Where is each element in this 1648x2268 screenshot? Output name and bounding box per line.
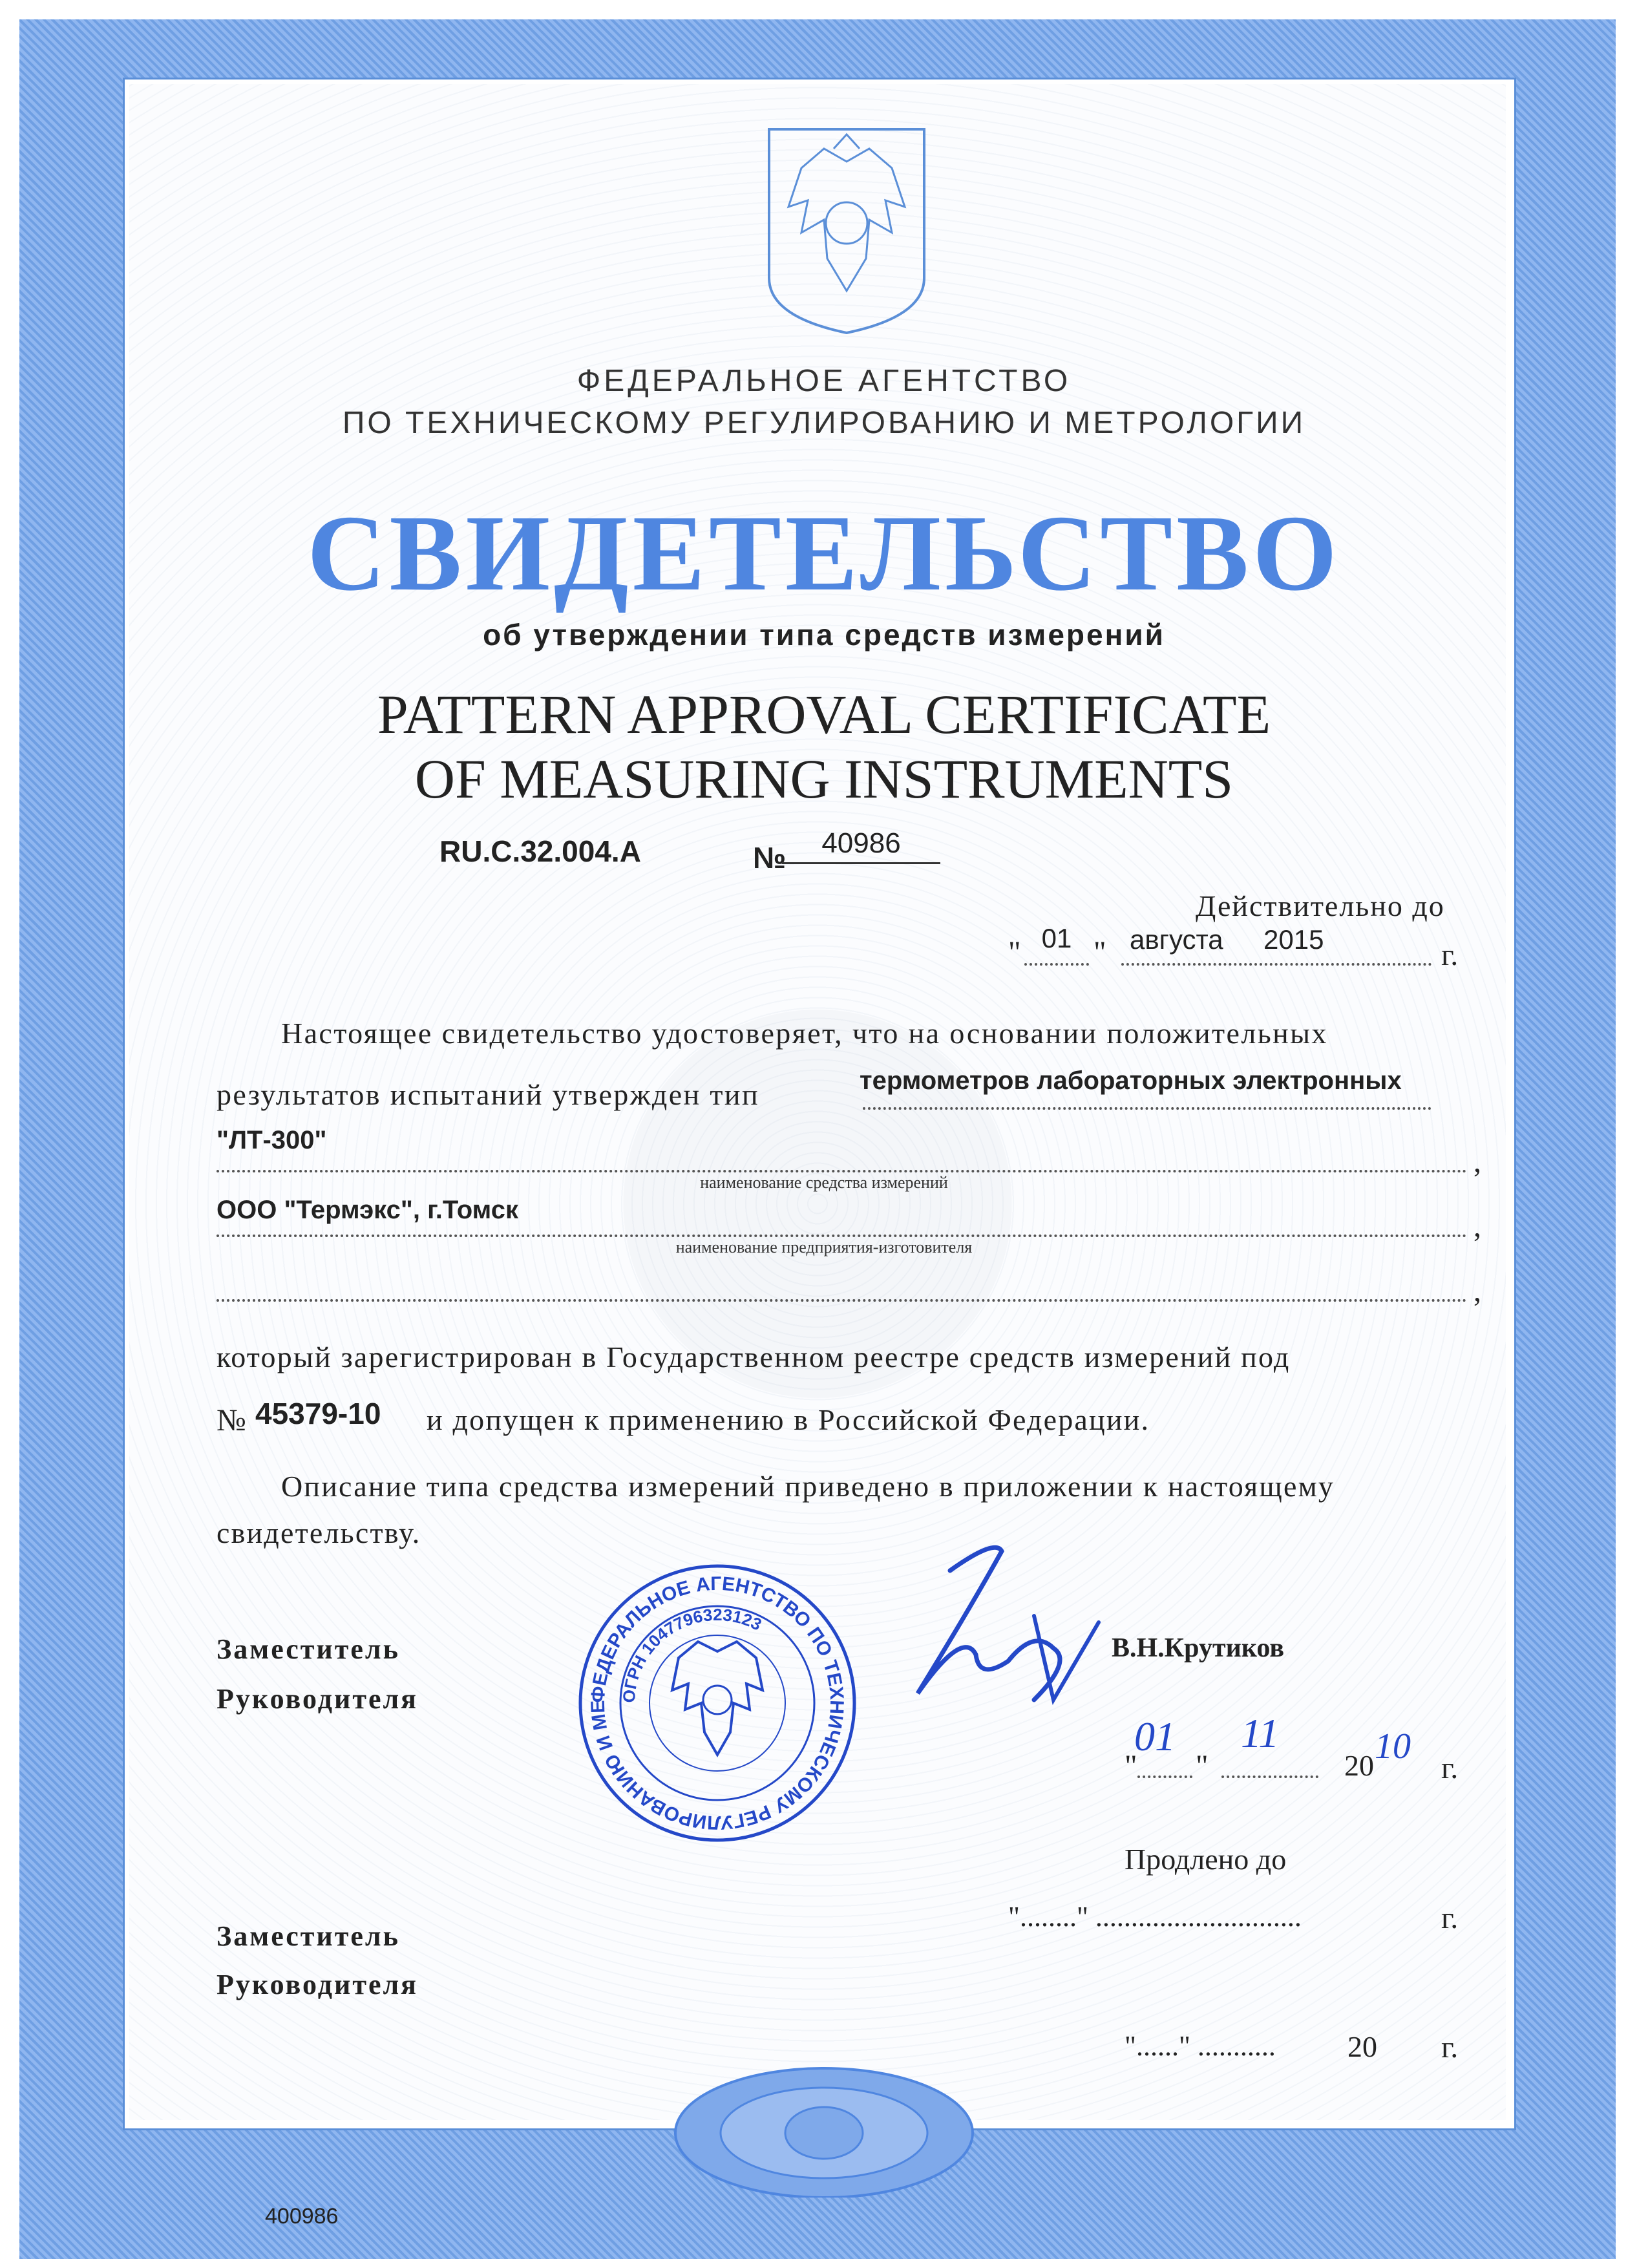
certificate-subtitle: об утверждении типа средств измерений bbox=[483, 618, 1165, 652]
certificate-title: СВИДЕТЕЛЬСТВО bbox=[307, 493, 1341, 613]
extension-sign-year-suffix: г. bbox=[1441, 2030, 1459, 2064]
para3-line1: Описание типа средства измерений приведено в приложении к настоящему bbox=[281, 1470, 1335, 1503]
number-sign: № bbox=[753, 841, 787, 874]
para3-line2: свидетельству. bbox=[217, 1516, 421, 1549]
role-2-line1: Заместитель bbox=[217, 1920, 400, 1952]
extension-sign-year: 20 bbox=[1347, 2030, 1377, 2063]
certificate-code: RU.C.32.004.A bbox=[439, 834, 641, 868]
svg-text:ФЕДЕРАЛЬНОЕ АГЕНТСТВО ПО ТЕХНИ bbox=[575, 1561, 847, 1833]
registry-number: 45379-10 bbox=[255, 1397, 381, 1430]
role-1-line2: Руководителя bbox=[217, 1683, 418, 1715]
seal-inner-text: ОГРН 1047796323123 bbox=[618, 1604, 765, 1704]
coat-of-arms-icon bbox=[763, 123, 931, 336]
sign-day: 01 bbox=[1134, 1713, 1176, 1759]
certificate-page: ФЕДЕРАЛЬНОЕ АГЕНТСТВО ПО ТЕХНИЧЕСКОМУ РЕГУЛИРОВАНИЮ И МЕТРОЛОГИИ СВИДЕТЕЛЬСТВО об утверждении типа средств измерений PATTERN APPROVAL CERTIFICATE OF MEASURING INSTRUMENTS RU.C.32.004.A № 40986 Действительно до " 01 " августа 2015 г. Настоящее свидетельство удостоверяет, что на основании положительных результатов испытаний утвержден тип термометров лабораторных электронных "ЛТ-300" , наименование средства измерений ООО "Термэкс", г.Томск , наименование предприятия-изготовителя , который зарегистрирован в Государственном реестре средств измерений под № 45379-10 и допущен к применению в Российской Федерации. Описание типа средства измерений приведено в приложении к настоящему свидетельству. Заместитель Руководителя В.Н.Крутиков " 01 " 11 20 10 г. ФЕДЕРАЛЬНОЕ АГЕНТСТВО ПО ТЕХНИЧЕСКОМУ РЕГУЛИРОВАНИЮ И МЕ ОГРН 1047796323123 Продлено до "........" ............................. г. Заместитель Руководителя "......" ........... 20 г. 400986 bbox=[0, 0, 1648, 2268]
validity-close-quote: " bbox=[1093, 935, 1106, 970]
title-en-line-1: PATTERN APPROVAL CERTIFICATE bbox=[377, 683, 1271, 745]
seal-outer-text: ФЕДЕРАЛЬНОЕ АГЕНТСТВО ПО ТЕХНИЧЕСКОМУ РЕГУЛИРОВАНИЮ И МЕ bbox=[587, 1573, 848, 1834]
caption-manufacturer: наименование предприятия-изготовителя bbox=[675, 1238, 973, 1256]
extension-date-line: "........" ............................. bbox=[1008, 1901, 1302, 1933]
validity-month: августа bbox=[1130, 924, 1223, 955]
title-en-line-2: OF MEASURING INSTRUMENTS bbox=[414, 748, 1234, 810]
validity-day: 01 bbox=[1041, 923, 1072, 953]
instrument-model: "ЛТ-300" bbox=[217, 1126, 327, 1154]
extension-year-suffix: г. bbox=[1441, 1901, 1459, 1935]
signer-name: В.Н.Крутиков bbox=[1112, 1633, 1285, 1663]
handwritten-signature bbox=[840, 1532, 1112, 1752]
sign-year-prefix: 20 bbox=[1344, 1749, 1374, 1782]
extension-sign-date: "......" ........... bbox=[1125, 2030, 1276, 2062]
registry-sign: № bbox=[217, 1403, 246, 1437]
comma-1: , bbox=[1474, 1145, 1481, 1179]
para2-tail: и допущен к применению в Российской Федерации. bbox=[427, 1403, 1150, 1436]
para1-line1: Настоящее свидетельство удостоверяет, что на основании положительных bbox=[281, 1017, 1328, 1050]
para1-line2: результатов испытаний утвержден тип bbox=[217, 1078, 759, 1111]
footer-serial: 400986 bbox=[265, 2204, 339, 2229]
manufacturer-line bbox=[217, 1209, 1467, 1237]
comma-3: , bbox=[1474, 1274, 1481, 1308]
validity-year-suffix: г. bbox=[1441, 938, 1459, 972]
para2-line1: который зарегистрирован в Государственном реестре средств измерений под bbox=[217, 1341, 1291, 1373]
role-2-line2: Руководителя bbox=[217, 1969, 418, 2000]
instrument-model-line bbox=[217, 1144, 1467, 1172]
validity-open-quote: " bbox=[1008, 935, 1021, 970]
extension-label: Продлено до bbox=[1125, 1843, 1287, 1876]
extra-line bbox=[217, 1273, 1467, 1302]
certificate-number: 40986 bbox=[782, 827, 940, 864]
manufacturer: ООО "Термэкс", г.Томск bbox=[217, 1196, 519, 1224]
bottom-rosette bbox=[672, 2062, 976, 2198]
sign-year-g: г. bbox=[1441, 1751, 1459, 1785]
validity-year: 2015 bbox=[1263, 924, 1324, 955]
comma-2: , bbox=[1474, 1209, 1481, 1244]
role-1-line1: Заместитель bbox=[217, 1633, 400, 1665]
sign-month: 11 bbox=[1241, 1710, 1280, 1756]
sign-year-suffix: 10 bbox=[1375, 1726, 1411, 1766]
caption-instrument: наименование средства измерений bbox=[700, 1173, 948, 1192]
agency-line-2: ПО ТЕХНИЧЕСКОМУ РЕГУЛИРОВАНИЮ И МЕТРОЛОГИИ bbox=[342, 406, 1306, 440]
instrument-type: термометров лабораторных электронных bbox=[860, 1066, 1402, 1095]
validity-label: Действительно до bbox=[1196, 889, 1445, 922]
agency-line-1: ФЕДЕРАЛЬНОЕ АГЕНТСТВО bbox=[576, 364, 1072, 398]
official-seal bbox=[575, 1561, 860, 1845]
